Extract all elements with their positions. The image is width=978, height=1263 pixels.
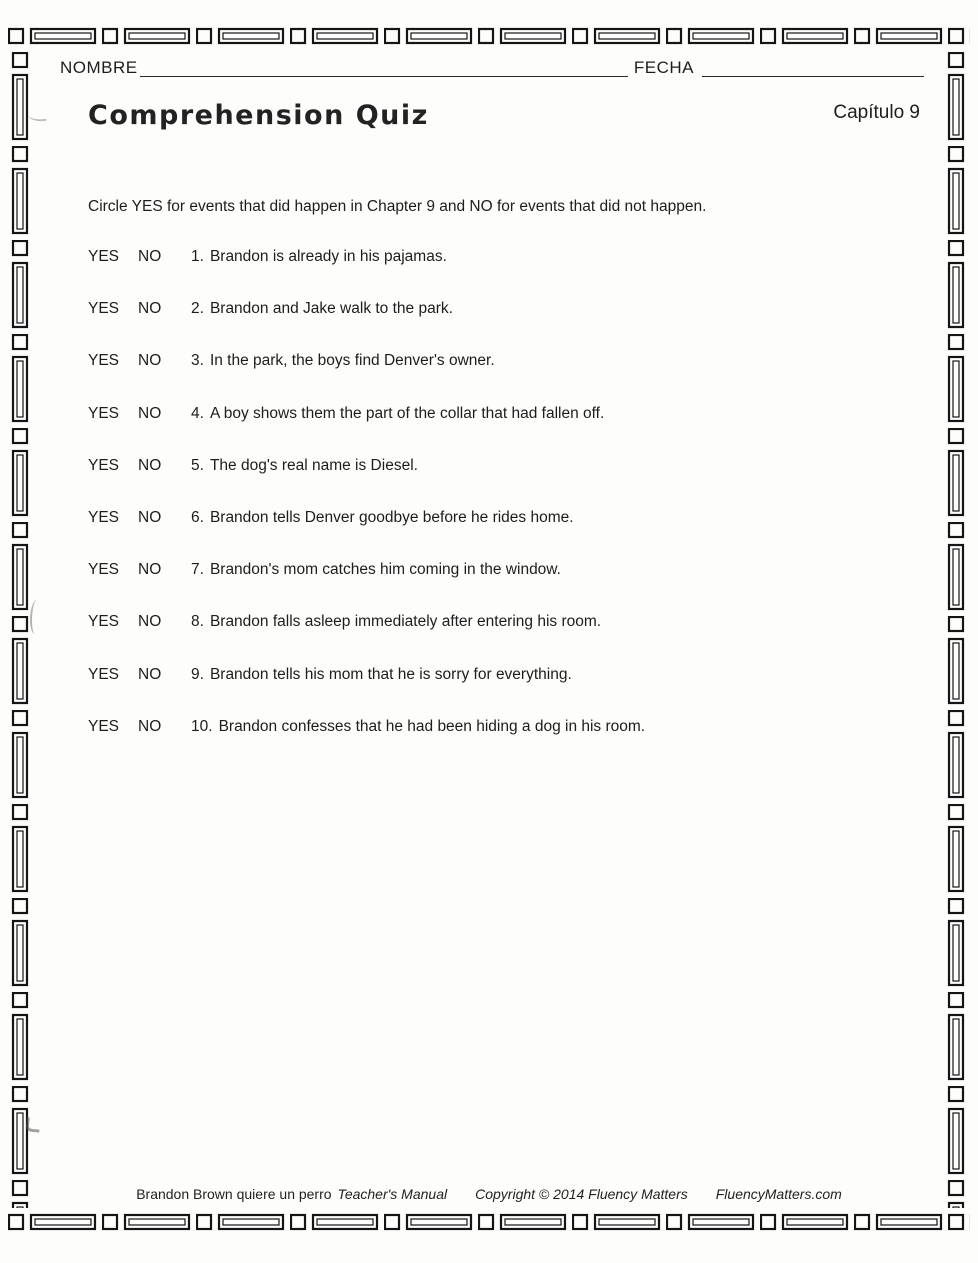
yes-label: YES xyxy=(88,665,120,683)
item-text: Brandon tells his mom that he is sorry for everything. xyxy=(209,665,572,683)
quiz-row xyxy=(88,509,918,561)
scan-artifact xyxy=(30,600,42,634)
footer-manual-label: Teacher's Manual xyxy=(337,1186,448,1202)
yes-label: YES xyxy=(88,456,120,474)
name-date-row xyxy=(60,58,924,78)
item-number: 9. xyxy=(191,665,204,683)
footer-copyright: Copyright © 2014 Fluency Matters xyxy=(475,1186,688,1202)
statement xyxy=(191,666,918,684)
quiz-row xyxy=(88,718,918,770)
name-blank-line xyxy=(140,58,628,77)
yes-label: YES xyxy=(88,508,120,526)
footer xyxy=(0,1186,978,1202)
item-text: Brandon and Jake walk to the park. xyxy=(209,300,453,318)
quiz-row xyxy=(88,352,918,404)
quiz-row xyxy=(88,248,918,300)
statement xyxy=(191,613,918,631)
no-label: NO xyxy=(138,717,162,735)
item-number: 5. xyxy=(191,456,204,474)
no-label: NO xyxy=(138,404,162,422)
footer-website: FluencyMatters.com xyxy=(715,1186,842,1202)
no-label: NO xyxy=(138,300,162,318)
item-number: 7. xyxy=(191,561,204,579)
border-right-ornament xyxy=(946,52,968,1208)
title-row xyxy=(88,100,920,131)
yes-label: YES xyxy=(88,561,120,579)
item-text: In the park, the boys find Denver's owner. xyxy=(209,352,495,370)
quiz-row xyxy=(88,613,918,665)
item-text: The dog's real name is Diesel. xyxy=(209,456,418,474)
no-label: NO xyxy=(138,665,162,683)
item-text: Brandon's mom catches him coming in the window. xyxy=(209,561,561,579)
item-number: 1. xyxy=(191,248,204,265)
quiz-row xyxy=(88,561,918,613)
statement xyxy=(191,352,918,370)
no-label: NO xyxy=(138,613,162,631)
statement xyxy=(191,248,918,266)
name-label: NOMBRE xyxy=(60,58,138,77)
quiz-row xyxy=(88,666,918,718)
date-label: FECHA xyxy=(633,58,694,77)
item-text: Brandon confesses that he had been hiding a dog in his room. xyxy=(218,717,646,735)
instructions-text: Circle YES for events that did happen in Chapter 9 and NO for events that did not happen. xyxy=(88,198,707,215)
scan-artifact xyxy=(27,111,46,123)
scan-artifact xyxy=(25,1117,40,1132)
statement xyxy=(191,718,918,736)
item-number: 2. xyxy=(191,300,204,318)
item-text: Brandon falls asleep immediately after entering his room. xyxy=(209,613,602,631)
item-text: Brandon is already in his pajamas. xyxy=(209,248,447,265)
quiz-row xyxy=(88,405,918,457)
yes-label: YES xyxy=(88,613,120,631)
statement xyxy=(191,405,918,423)
quiz-row xyxy=(88,300,918,352)
footer-book-title: Brandon Brown quiere un perro xyxy=(136,1186,332,1202)
yes-label: YES xyxy=(88,717,120,735)
chapter-label: Capítulo 9 xyxy=(833,102,920,123)
item-number: 4. xyxy=(191,404,204,422)
no-label: NO xyxy=(138,508,162,526)
statement xyxy=(191,457,918,475)
border-left-ornament xyxy=(10,52,32,1208)
no-label: NO xyxy=(138,561,162,579)
item-text: Brandon tells Denver goodbye before he rides home. xyxy=(209,508,574,526)
statement xyxy=(191,561,918,579)
yes-label: YES xyxy=(88,300,120,318)
statement xyxy=(191,509,918,527)
no-label: NO xyxy=(138,248,162,265)
no-label: NO xyxy=(138,456,162,474)
yes-label: YES xyxy=(88,404,120,422)
border-top-ornament xyxy=(8,26,970,48)
item-text: A boy shows them the part of the collar that had fallen off. xyxy=(209,404,605,422)
border-bottom-ornament xyxy=(8,1212,970,1234)
item-number: 10. xyxy=(191,717,213,735)
quiz-row xyxy=(88,457,918,509)
quiz-list xyxy=(88,248,918,770)
item-number: 8. xyxy=(191,613,204,631)
yes-label: YES xyxy=(88,352,120,370)
statement xyxy=(191,300,918,318)
item-number: 3. xyxy=(191,352,204,370)
yes-label: YES xyxy=(88,248,120,265)
no-label: NO xyxy=(138,352,162,370)
item-number: 6. xyxy=(191,508,204,526)
date-blank-line xyxy=(702,58,924,77)
page-title: Comprehension Quiz xyxy=(88,100,429,131)
